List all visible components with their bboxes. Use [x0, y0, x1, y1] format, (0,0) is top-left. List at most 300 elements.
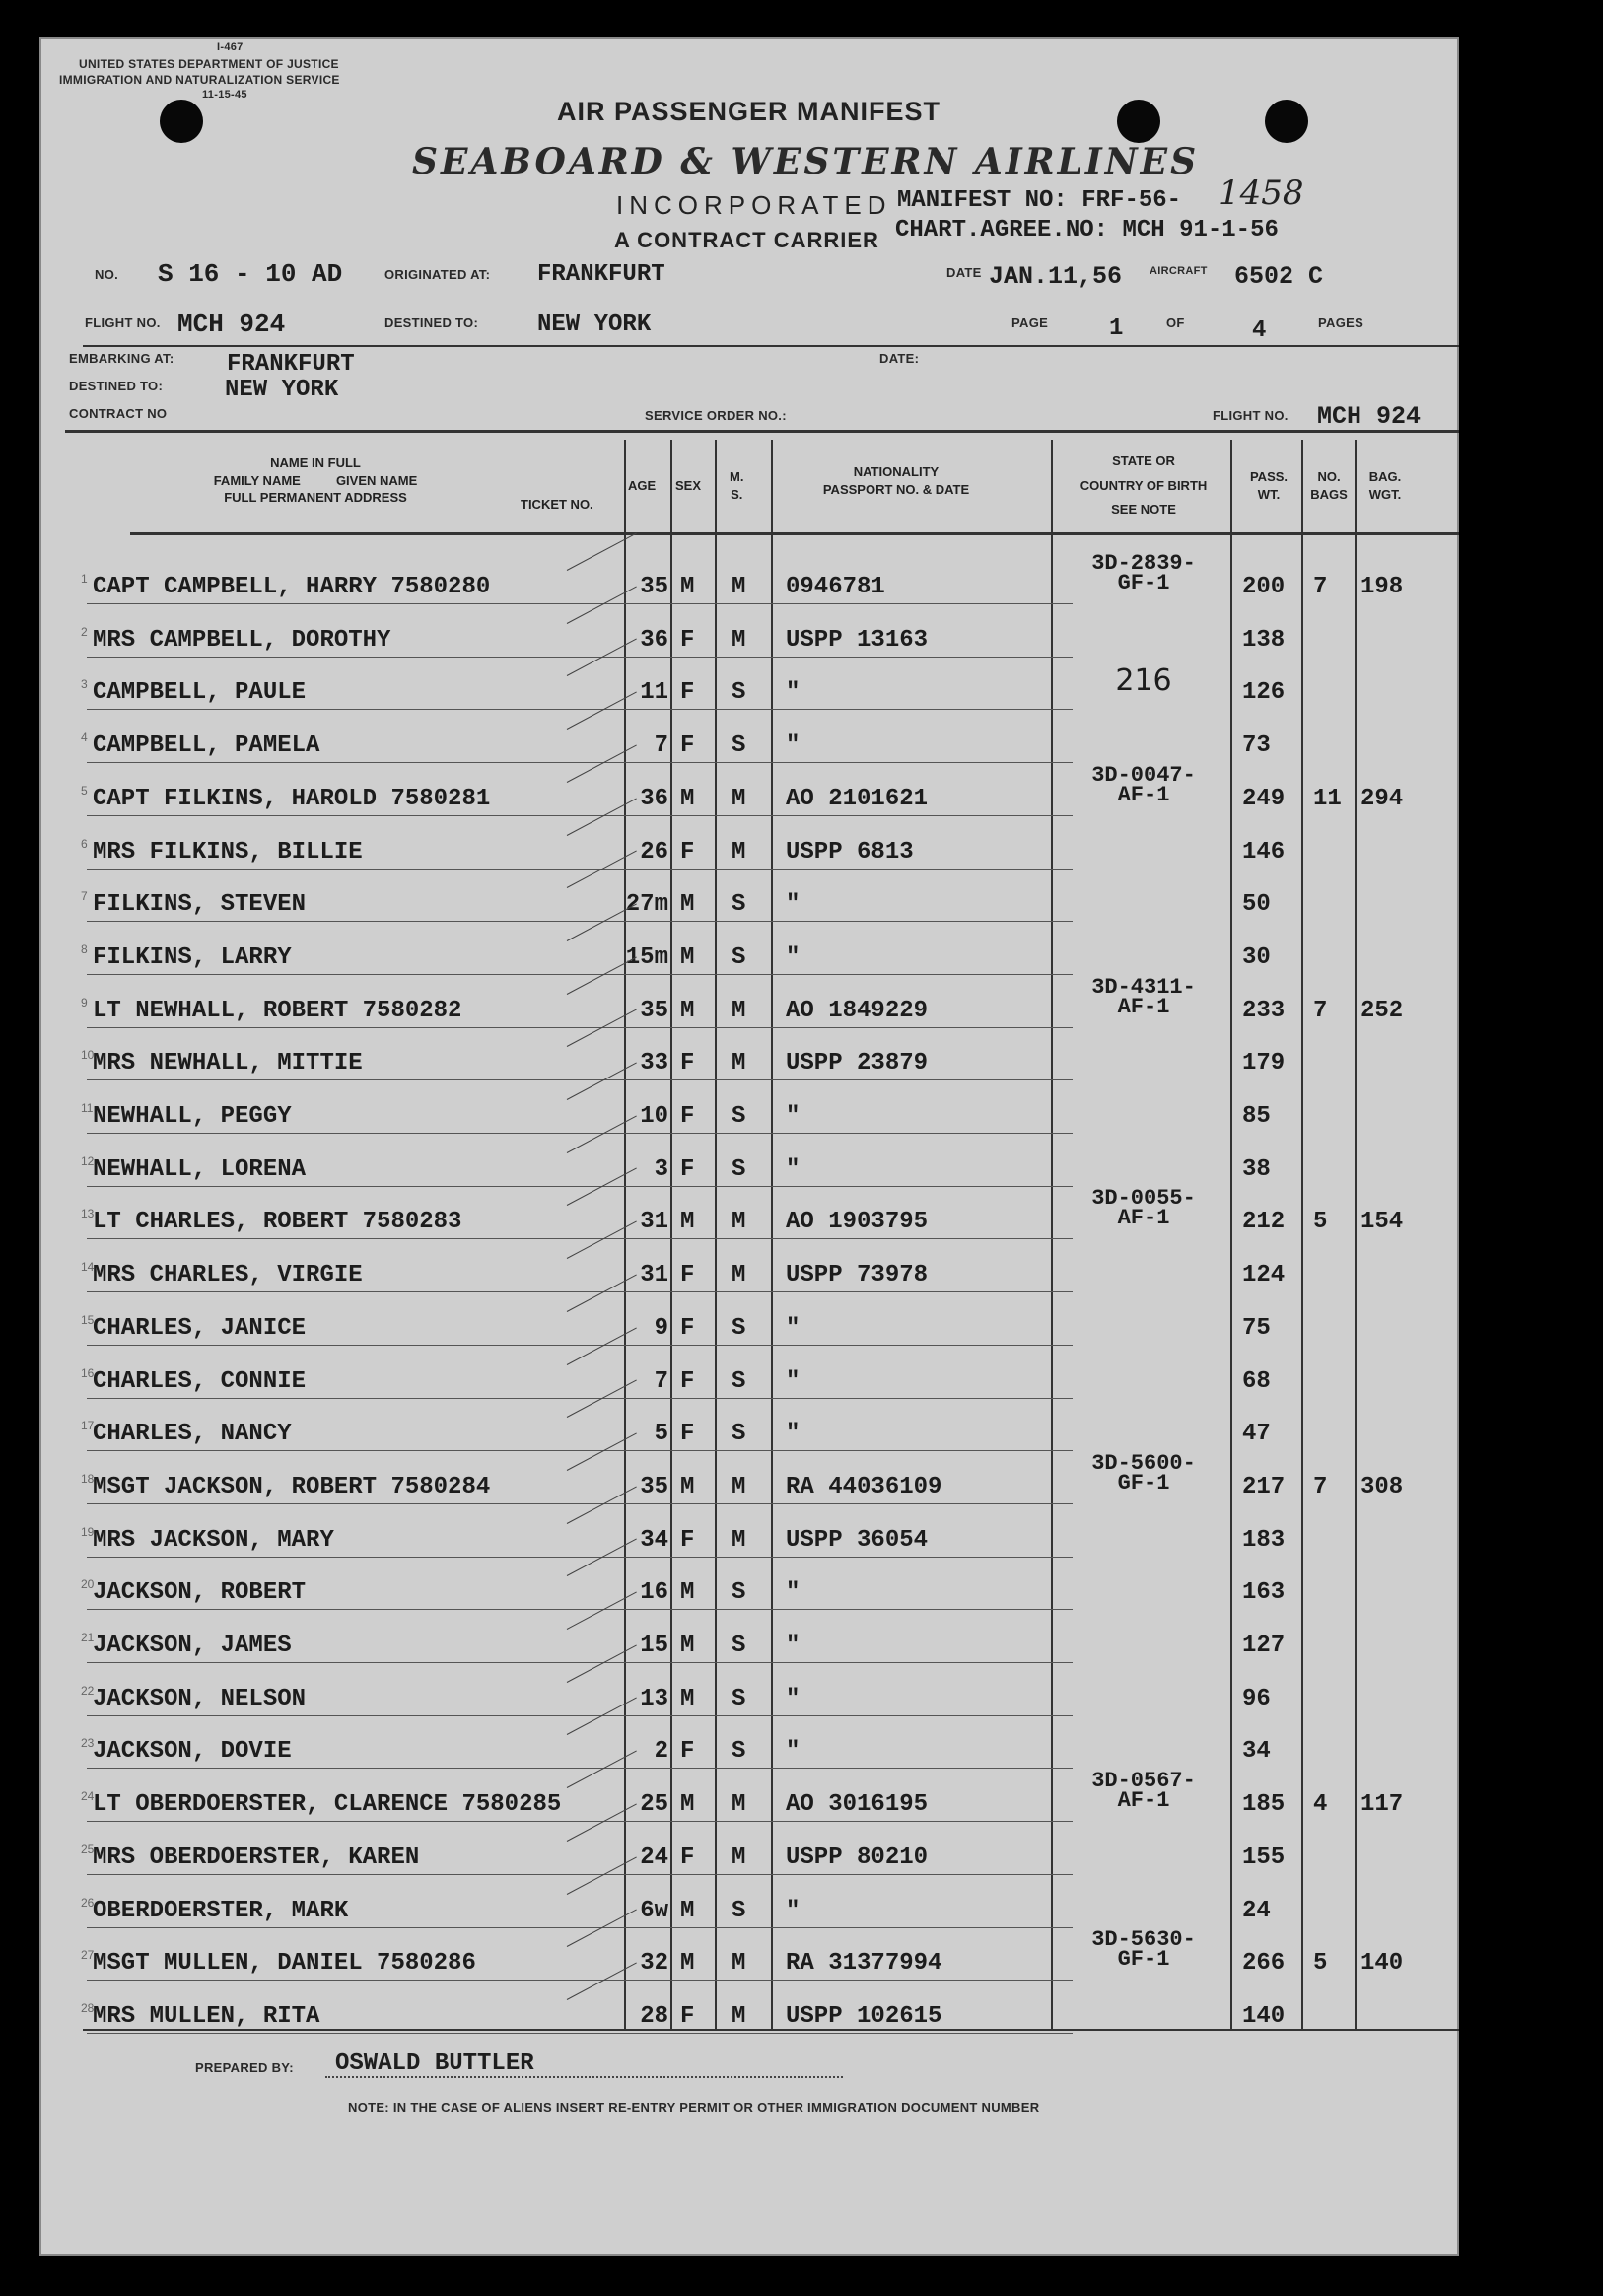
cell-sex: M [680, 891, 695, 919]
cell-passport: " [786, 1103, 801, 1130]
cell-age: 26 [640, 838, 668, 866]
col-ms-line2: S. [731, 486, 743, 502]
flight2-label: FLIGHT NO. [1213, 408, 1289, 423]
cell-age: 36 [640, 626, 668, 654]
col-name-header [168, 454, 463, 507]
cell-passport: " [786, 1579, 801, 1607]
table-row [39, 1558, 1459, 1611]
row-number: 8 [81, 941, 88, 956]
col-wt-line2: WT. [1257, 486, 1281, 502]
table-row [39, 1240, 1459, 1293]
cell-age: 16 [640, 1579, 668, 1607]
contract-carrier-label: A CONTRACT CARRIER [614, 228, 879, 252]
cell-age: 6w [640, 1897, 668, 1924]
of-label: OF [1166, 315, 1185, 330]
col-name-line1: NAME IN FULL [270, 455, 361, 470]
cell-passport: " [786, 1421, 801, 1448]
cell-ms: S [732, 1155, 746, 1183]
cell-ms: S [732, 891, 746, 919]
cell-age: 35 [640, 1473, 668, 1500]
table-row [39, 1135, 1459, 1188]
destined-label: DESTINED TO: [384, 315, 479, 330]
cell-name: NEWHALL, PEGGY [93, 1103, 292, 1130]
col-sex-header: SEX [675, 478, 702, 493]
cell-ms: S [732, 1103, 746, 1130]
table-row [39, 1399, 1459, 1452]
incorporated-label: INCORPORATED [616, 190, 892, 220]
cell-passport: USPP 73978 [786, 1262, 929, 1289]
manifest-no-handwritten: 1458 [1219, 174, 1304, 213]
cell-passport: RA 31377994 [786, 1950, 942, 1978]
cell-age: 25 [640, 1791, 668, 1819]
cell-birth: 3D-0047- AF-1 [1091, 762, 1196, 807]
cell-sex: M [680, 1473, 695, 1500]
cell-name: LT CHARLES, ROBERT 7580283 [93, 1209, 462, 1236]
cell-name: JACKSON, NELSON [93, 1685, 307, 1712]
cell-passport: " [786, 1155, 801, 1183]
cell-passport: USPP 102615 [786, 2002, 942, 2030]
cell-ms: M [732, 1844, 746, 1871]
row-number: 28 [81, 2000, 95, 2015]
cell-age: 15m [625, 943, 668, 971]
cell-passport: " [786, 1738, 801, 1766]
field-rule-1 [83, 345, 1459, 347]
row-number: 24 [81, 1789, 95, 1804]
cell-passport: USPP 23879 [786, 1050, 929, 1078]
cell-name: CAMPBELL, PAMELA [93, 732, 320, 760]
col-bag-weight-header [1360, 468, 1410, 503]
col-bags-header [1309, 468, 1349, 503]
col-age-header: AGE [628, 478, 657, 493]
cell-age: 28 [640, 2002, 668, 2030]
manifest-no-value: FRF-56- [1081, 187, 1182, 214]
cell-name: MRS NEWHALL, MITTIE [93, 1050, 363, 1078]
cell-sex: F [680, 1738, 695, 1766]
cell-sex: F [680, 1314, 695, 1342]
cell-passport: " [786, 891, 801, 919]
dept-line-2: IMMIGRATION AND NATURALIZATION SERVICE [59, 73, 340, 87]
form-number: I-467 [217, 41, 244, 53]
cell-bagw: 140 [1360, 1950, 1404, 1978]
cell-sex: M [680, 574, 695, 600]
aircraft-value: 6502 C [1234, 262, 1324, 291]
cell-passport: USPP 13163 [786, 626, 929, 654]
originated-value: FRANKFURT [537, 261, 665, 288]
cell-ms: M [732, 1791, 746, 1819]
cell-birth: 3D-0055- AF-1 [1091, 1186, 1196, 1231]
cell-wt: 163 [1242, 1579, 1286, 1607]
manifest-sheet [39, 37, 1459, 2256]
cell-birth: 216 [1115, 663, 1172, 699]
cell-name: JACKSON, JAMES [93, 1633, 292, 1659]
row-number: 22 [81, 1683, 95, 1698]
cell-name: NEWHALL, LORENA [93, 1155, 307, 1183]
table-row [39, 976, 1459, 1029]
cell-bags: 7 [1313, 1473, 1328, 1500]
cell-name: JACKSON, ROBERT [93, 1579, 307, 1607]
cell-bags: 5 [1313, 1209, 1328, 1236]
col-ms-header [730, 468, 743, 503]
row-number: 12 [81, 1153, 95, 1168]
page-title: AIR PASSENGER MANIFEST [557, 97, 941, 126]
cell-wt: 183 [1242, 1526, 1286, 1554]
destined2-value: NEW YORK [225, 377, 339, 403]
prepared-label: PREPARED BY: [195, 2060, 294, 2075]
table-row [39, 1770, 1459, 1823]
table-row [39, 711, 1459, 764]
cell-ms: M [732, 1473, 746, 1500]
cell-ms: M [732, 1209, 746, 1236]
cell-wt: 126 [1242, 679, 1286, 707]
cell-name: FILKINS, LARRY [93, 943, 292, 971]
cell-wt: 212 [1242, 1209, 1286, 1236]
cell-wt: 185 [1242, 1791, 1286, 1819]
cell-ms: M [732, 1526, 746, 1554]
cell-passport: RA 44036109 [786, 1473, 942, 1500]
row-number: 7 [81, 889, 88, 904]
cell-age: 7 [654, 732, 668, 760]
row-number: 25 [81, 1842, 95, 1856]
cell-name: CAPT FILKINS, HAROLD 7580281 [93, 785, 491, 812]
cell-bags: 7 [1313, 997, 1328, 1024]
row-number: 17 [81, 1419, 95, 1433]
cell-sex: M [680, 943, 695, 971]
cell-sex: F [680, 1526, 695, 1554]
prepared-value: OSWALD BUTTLER [335, 2051, 534, 2077]
cell-name: JACKSON, DOVIE [93, 1738, 292, 1766]
cell-wt: 75 [1242, 1314, 1271, 1342]
cell-bagw: 117 [1360, 1791, 1404, 1819]
destined2-label: DESTINED TO: [69, 379, 164, 393]
row-number: 26 [81, 1895, 95, 1910]
prepared-underline [325, 2076, 843, 2078]
cell-age: 35 [640, 574, 668, 600]
cell-ms: M [732, 1050, 746, 1078]
cell-ms: S [732, 1579, 746, 1607]
field-rule-2 [65, 430, 1459, 433]
header-rule [130, 532, 1459, 535]
cell-passport: AO 1849229 [786, 997, 929, 1024]
cell-name: MRS FILKINS, BILLIE [93, 838, 363, 866]
cell-wt: 146 [1242, 838, 1286, 866]
cell-sex: M [680, 997, 695, 1024]
cell-ms: M [732, 997, 746, 1024]
cell-sex: F [680, 732, 695, 760]
cell-bagw: 252 [1360, 997, 1404, 1024]
col-nat-line2: PASSPORT NO. & DATE [822, 481, 970, 497]
cell-passport: USPP 6813 [786, 838, 914, 866]
cell-ms: M [732, 1262, 746, 1289]
cell-ms: S [732, 1367, 746, 1395]
cell-passport: " [786, 732, 801, 760]
row-number: 2 [81, 624, 88, 639]
page-value: 1 [1109, 315, 1124, 342]
row-number: 6 [81, 836, 88, 851]
cell-wt: 96 [1242, 1685, 1271, 1712]
table-row [39, 1982, 1459, 2035]
cell-name: CAPT CAMPBELL, HARRY 7580280 [93, 574, 491, 600]
cell-age: 27m [625, 891, 668, 919]
cell-sex: F [680, 1155, 695, 1183]
cell-bagw: 154 [1360, 1209, 1404, 1236]
cell-sex: M [680, 1633, 695, 1659]
row-number: 20 [81, 1577, 95, 1592]
cell-passport: AO 3016195 [786, 1791, 929, 1819]
cell-ms: M [732, 574, 746, 600]
chart-agree [895, 217, 1279, 244]
cell-name: MRS CAMPBELL, DOROTHY [93, 626, 391, 654]
cell-ms: M [732, 626, 746, 654]
cell-passport: 0946781 [786, 574, 885, 600]
cell-age: 24 [640, 1844, 668, 1871]
cell-sex: F [680, 626, 695, 654]
cell-wt: 140 [1242, 2002, 1286, 2030]
table-row [39, 1823, 1459, 1876]
service-order-label: SERVICE ORDER NO.: [645, 408, 787, 423]
table-row [39, 1505, 1459, 1559]
check-mark [567, 533, 637, 571]
cell-sex: F [680, 1262, 695, 1289]
cell-wt: 266 [1242, 1950, 1286, 1978]
cell-sex: M [680, 785, 695, 812]
table-row [39, 1347, 1459, 1400]
cell-age: 2 [654, 1738, 668, 1766]
cell-sex: M [680, 1685, 695, 1712]
cell-age: 9 [654, 1314, 668, 1342]
cell-name: MSGT MULLEN, DANIEL 7580286 [93, 1950, 476, 1978]
punch-hole-center [1117, 100, 1160, 143]
cell-sex: F [680, 1844, 695, 1871]
cell-passport: " [786, 679, 801, 707]
cell-age: 35 [640, 997, 668, 1024]
cell-wt: 38 [1242, 1155, 1271, 1183]
cell-bags: 4 [1313, 1791, 1328, 1819]
cell-age: 3 [654, 1155, 668, 1183]
flight2-value: MCH 924 [1317, 402, 1422, 431]
cell-ms: S [732, 1633, 746, 1659]
cell-age: 31 [640, 1209, 668, 1236]
cell-wt: 24 [1242, 1897, 1271, 1924]
col-name-line2: FAMILY NAME GIVEN NAME [213, 472, 418, 488]
cell-passport: " [786, 1897, 801, 1924]
table-row [39, 658, 1459, 711]
row-number: 1 [81, 572, 88, 586]
cell-sex: F [680, 1367, 695, 1395]
table-row [39, 817, 1459, 870]
date-value: JAN.11,56 [989, 262, 1123, 291]
destined-value: NEW YORK [537, 312, 652, 338]
cell-wt: 34 [1242, 1738, 1271, 1766]
cell-bagw: 294 [1360, 785, 1404, 812]
cell-passport: " [786, 1685, 801, 1712]
table-row [39, 552, 1459, 605]
cell-passport: AO 2101621 [786, 785, 929, 812]
col-nat-line1: NATIONALITY [853, 464, 940, 479]
no-label: NO. [95, 267, 119, 282]
row-number: 27 [81, 1948, 95, 1963]
row-number: 9 [81, 995, 88, 1009]
cell-wt: 47 [1242, 1421, 1271, 1448]
cell-wt: 50 [1242, 891, 1271, 919]
row-number: 15 [81, 1312, 95, 1327]
cell-birth: 3D-5630- GF-1 [1091, 1927, 1196, 1973]
punch-hole-right [1265, 100, 1308, 143]
cell-ms: S [732, 1685, 746, 1712]
cell-name: CHARLES, JANICE [93, 1314, 307, 1342]
cell-age: 7 [654, 1367, 668, 1395]
cell-age: 34 [640, 1526, 668, 1554]
col-bagw-line1: BAG. [1368, 469, 1402, 484]
col-birth-line2: COUNTRY OF BIRTH [1080, 477, 1208, 493]
cell-wt: 68 [1242, 1367, 1271, 1395]
cell-age: 5 [654, 1421, 668, 1448]
cell-age: 33 [640, 1050, 668, 1078]
cell-ms: M [732, 785, 746, 812]
aircraft-label: AIRCRAFT [1150, 265, 1208, 277]
manifest-no-label: MANIFEST NO: [897, 187, 1068, 214]
col-ms-line1: M. [730, 469, 744, 484]
cell-ms: S [732, 1314, 746, 1342]
cell-wt: 200 [1242, 574, 1286, 600]
cell-ms: M [732, 838, 746, 866]
cell-age: 31 [640, 1262, 668, 1289]
table-row [39, 923, 1459, 976]
cell-age: 13 [640, 1685, 668, 1712]
contract-label: CONTRACT NO [69, 406, 168, 421]
cell-bags: 11 [1313, 785, 1342, 812]
table-bottom-rule [83, 2029, 1459, 2031]
cell-sex: M [680, 1791, 695, 1819]
cell-age: 15 [640, 1633, 668, 1659]
cell-bagw: 198 [1360, 574, 1404, 600]
row-number: 5 [81, 783, 88, 798]
cell-name: OBERDOERSTER, MARK [93, 1897, 349, 1924]
cell-ms: M [732, 1950, 746, 1978]
cell-sex: M [680, 1950, 695, 1978]
cell-name: FILKINS, STEVEN [93, 891, 307, 919]
cell-name: LT NEWHALL, ROBERT 7580282 [93, 997, 462, 1024]
col-nationality-header [783, 463, 1010, 498]
cell-ms: S [732, 1421, 746, 1448]
cell-age: 10 [640, 1103, 668, 1130]
cell-passport: " [786, 1367, 801, 1395]
stamp-date: 11-15-45 [202, 89, 247, 101]
row-number: 14 [81, 1260, 95, 1275]
row-number: 3 [81, 677, 88, 692]
table-row [39, 605, 1459, 659]
cell-sex: M [680, 1897, 695, 1924]
table-row [39, 1452, 1459, 1505]
cell-passport: USPP 36054 [786, 1526, 929, 1554]
cell-birth: 3D-2839- GF-1 [1091, 551, 1196, 595]
cell-sex: F [680, 1421, 695, 1448]
date2-label: DATE: [879, 351, 920, 366]
punch-hole-left [160, 100, 203, 143]
table-row [39, 1928, 1459, 1982]
table-row [39, 1664, 1459, 1717]
row-number: 11 [81, 1101, 94, 1115]
cell-wt: 233 [1242, 997, 1286, 1024]
table-row [39, 1081, 1459, 1135]
embarking-label: EMBARKING AT: [69, 351, 174, 366]
cell-wt: 217 [1242, 1473, 1286, 1500]
chart-agree-value: MCH 91-1-56 [1122, 217, 1279, 244]
pages-label: PAGES [1318, 315, 1364, 330]
col-birth-header [1055, 450, 1232, 522]
flight-value: MCH 924 [177, 310, 286, 339]
table-row [39, 764, 1459, 817]
cell-passport: " [786, 943, 801, 971]
of-value: 4 [1252, 317, 1267, 344]
table-row [39, 1716, 1459, 1770]
cell-passport: USPP 80210 [786, 1844, 929, 1871]
chart-agree-label: CHART.AGREE.NO: [895, 217, 1109, 244]
airline-logo: SEABOARD & WESTERN AIRLINES [412, 141, 1200, 182]
cell-name: MRS JACKSON, MARY [93, 1526, 334, 1554]
cell-name: MRS MULLEN, RITA [93, 2002, 320, 2030]
cell-name: MRS OBERDOERSTER, KAREN [93, 1844, 420, 1871]
table-row [39, 870, 1459, 923]
cell-wt: 179 [1242, 1050, 1286, 1078]
cell-name: LT OBERDOERSTER, CLARENCE 7580285 [93, 1791, 562, 1819]
cell-wt: 85 [1242, 1103, 1271, 1130]
col-weight-header [1244, 468, 1293, 503]
page-label: PAGE [1011, 315, 1049, 330]
row-number: 13 [81, 1207, 95, 1221]
cell-age: 32 [640, 1950, 668, 1978]
cell-birth: 3D-4311- AF-1 [1091, 974, 1196, 1019]
cell-ms: S [732, 732, 746, 760]
cell-name: MRS CHARLES, VIRGIE [93, 1262, 363, 1289]
cell-bagw: 308 [1360, 1473, 1404, 1500]
cell-wt: 124 [1242, 1262, 1286, 1289]
col-name-line3: FULL PERMANENT ADDRESS [224, 490, 407, 506]
originated-label: ORIGINATED AT: [384, 267, 491, 282]
cell-wt: 155 [1242, 1844, 1286, 1871]
cell-birth: 3D-0567- AF-1 [1091, 1769, 1196, 1814]
cell-ms: S [732, 1897, 746, 1924]
embarking-value: FRANKFURT [227, 351, 355, 378]
cell-sex: M [680, 1209, 695, 1236]
col-bagw-line2: WGT. [1368, 486, 1402, 502]
table-row [39, 1187, 1459, 1240]
col-birth-line1: STATE OR [1112, 453, 1175, 468]
row-number: 4 [81, 731, 88, 745]
cell-age: 11 [640, 679, 668, 707]
cell-passport: " [786, 1314, 801, 1342]
row-number: 16 [81, 1365, 95, 1380]
footer-note: NOTE: IN THE CASE OF ALIENS INSERT RE-ENTRY PERMIT OR OTHER IMMIGRATION DOCUMENT NUMBER [348, 2100, 1040, 2115]
cell-wt: 127 [1242, 1633, 1286, 1659]
col-ticket-header: TICKET NO. [521, 497, 593, 512]
col-bags-line2: BAGS [1310, 486, 1348, 502]
row-number: 19 [81, 1524, 95, 1539]
cell-sex: M [680, 1579, 695, 1607]
cell-wt: 138 [1242, 626, 1286, 654]
col-birth-line3: SEE NOTE [1111, 502, 1176, 518]
cell-bags: 5 [1313, 1950, 1328, 1978]
cell-age: 36 [640, 785, 668, 812]
cell-wt: 73 [1242, 732, 1271, 760]
cell-ms: S [732, 943, 746, 971]
cell-passport: AO 1903795 [786, 1209, 929, 1236]
cell-ms: S [732, 679, 746, 707]
row-number: 10 [81, 1048, 95, 1063]
manifest-no [897, 187, 1181, 214]
cell-sex: F [680, 1103, 695, 1130]
dept-line-1: UNITED STATES DEPARTMENT OF JUSTICE [79, 57, 339, 71]
row-number: 21 [81, 1631, 95, 1644]
